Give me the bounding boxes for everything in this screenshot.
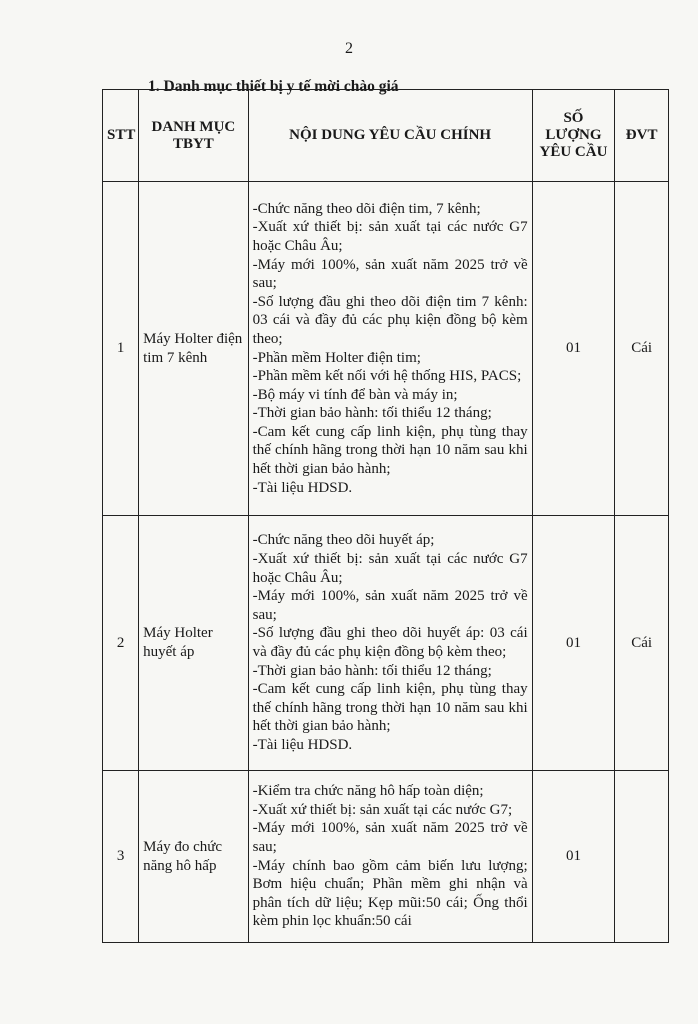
requirement-line: -Chức năng theo dõi huyết áp; [252, 532, 435, 549]
requirement-line: -Thời gian bảo hành: tối thiểu 12 tháng; [252, 662, 492, 679]
row-device-name: Máy đo chức năng hô hấp [139, 771, 248, 943]
requirement-line: -Cam kết cung cấp linh kiện, phụ tùng thay thế chính hãng trong thời hạn 10 năm sau khi hết thời gian bảo hành; [252, 681, 528, 735]
header-stt: STT [103, 90, 139, 182]
requirement-line: -Cam kết cung cấp linh kiện, phụ tùng thay thế chính hãng trong thời hạn 10 năm sau khi hết thời gian bảo hành; [252, 423, 528, 478]
table-row [103, 182, 669, 516]
requirement-line: -Máy chính bao gồm cảm biến lưu lượng; Bơm hiệu chuẩn; Phần mềm ghi nhận và phân tích dữ liệu; Kẹp mũi:50 cái; Ống thổi kèm phin lọc khuẩn:50 cái [252, 857, 528, 930]
row-quantity: 01 [532, 516, 615, 771]
row-unit: Cái [615, 182, 669, 516]
row-requirements [248, 516, 532, 771]
row-stt: 2 [103, 516, 139, 771]
row-device-name: Máy Holter điện tim 7 kênh [139, 182, 248, 516]
row-quantity: 01 [532, 182, 615, 516]
requirement-line: -Phần mềm Holter điện tim; [252, 349, 421, 366]
requirement-line: -Tài liệu HDSD. [252, 479, 353, 496]
page-number: 2 [345, 40, 353, 57]
section-heading: 1. Danh mục thiết bị y tế mời chào giá [148, 78, 399, 95]
row-requirements [248, 182, 532, 516]
requirement-line: -Tài liệu HDSD. [252, 736, 353, 753]
requirement-line: -Xuất xứ thiết bị: sản xuất tại các nước G7 hoặc Châu Âu; [252, 219, 528, 254]
row-unit [615, 771, 669, 943]
requirement-line: -Kiểm tra chức năng hô hấp toàn diện; [252, 783, 484, 800]
requirement-line: -Máy mới 100%, sản xuất năm 2025 trở về sau; [252, 256, 528, 292]
row-stt: 1 [103, 182, 139, 516]
header-quantity: SỐ LƯỢNG YÊU CẦU [532, 90, 615, 182]
row-unit: Cái [615, 516, 669, 771]
requirement-line: -Thời gian bảo hành: tối thiểu 12 tháng; [252, 405, 492, 422]
requirement-line: -Xuất xứ thiết bị: sản xuất tại các nước G7 hoặc Châu Âu; [252, 551, 528, 586]
requirement-line: -Máy mới 100%, sản xuất năm 2025 trở về sau; [252, 588, 528, 623]
row-quantity: 01 [532, 771, 615, 943]
table-header-row [103, 90, 669, 182]
row-device-name: Máy Holter huyết áp [139, 516, 248, 771]
row-requirements [248, 771, 532, 943]
equipment-table [102, 89, 669, 943]
header-unit: ĐVT [615, 90, 669, 182]
requirement-line: -Chức năng theo dõi điện tim, 7 kênh; [252, 200, 481, 217]
header-category: DANH MỤC TBYT [139, 90, 248, 182]
row-stt: 3 [103, 771, 139, 943]
header-requirements: NỘI DUNG YÊU CẦU CHÍNH [248, 90, 532, 182]
requirement-line: -Máy mới 100%, sản xuất năm 2025 trở về sau; [252, 820, 528, 855]
table-row [103, 771, 669, 943]
requirement-line: -Phần mềm kết nối với hệ thống HIS, PACS; [252, 368, 522, 385]
requirement-line: -Số lượng đầu ghi theo dõi huyết áp: 03 cái và đầy đủ các phụ kiện đồng bộ kèm theo; [252, 625, 528, 660]
requirement-line: -Bộ máy vi tính để bàn và máy in; [252, 386, 458, 403]
table-row [103, 516, 669, 771]
requirement-line: -Xuất xứ thiết bị: sản xuất tại các nước G7; [252, 801, 513, 818]
requirement-line: -Số lượng đầu ghi theo dõi điện tim 7 kênh: 03 cái và đầy đủ các phụ kiện đồng bộ kèm theo; [252, 293, 528, 347]
